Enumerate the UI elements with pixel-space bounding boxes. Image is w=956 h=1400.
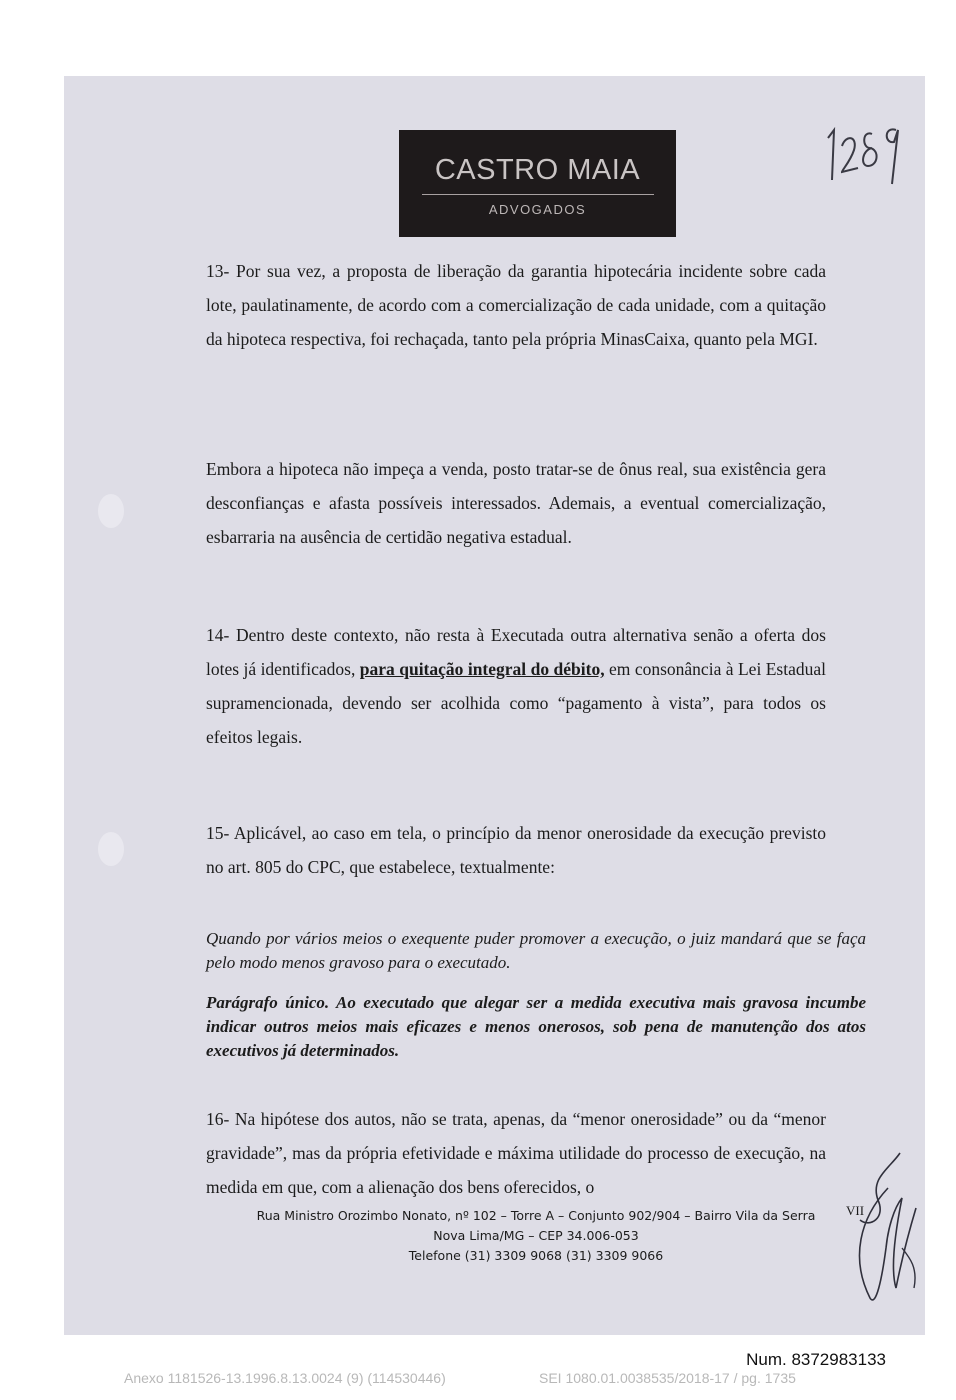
logo-subtitle: ADVOGADOS <box>488 201 587 217</box>
footer-address-line1: Rua Ministro Orozimbo Nonato, nº 102 – Torre A – Conjunto 902/904 – Bairro Vila da Serra <box>256 1208 816 1223</box>
legal-quote-paragraph: Parágrafo único. Ao executado que alegar ser a medida executiva mais gravosa incumbe indicar outros meios mais eficazes e menos onerosos, sob pena de manutenção dos atos executivos já determinados. <box>206 993 866 1060</box>
footer-address-line2: Nova Lima/MG – CEP 34.006-053 <box>433 1228 639 1243</box>
handwritten-signature <box>830 1148 930 1318</box>
paragraph-14-text-end: em consonância à Lei Estadual supramencionada, devendo ser acolhida como “pagamento à vista”, para todos os efeitos legais. <box>206 659 827 747</box>
page-marker: VII <box>846 1203 865 1218</box>
paragraph-14-emphasis: para quitação integral do débito, <box>359 659 605 679</box>
handwritten-folio-number <box>812 108 912 188</box>
scan-smudge <box>98 494 124 528</box>
paragraph-13: 13- Por sua vez, a proposta de liberação da garantia hipotecária incidente sobre cada lote, paulatinamente, de acordo com a comercialização de cada unidade, com a quitação da hipoteca respectiva, foi rechaçada, tanto pela própria MinasCaixa, quanto pela MGI. <box>206 261 826 349</box>
annex-reference: Anexo 1181526-13.1996.8.13.0024 (9) (114530446) <box>124 1370 446 1386</box>
document-number: Num. 8372983133 <box>746 1350 886 1369</box>
paragraph-16: 16- Na hipótese dos autos, não se trata, apenas, da “menor onerosidade” ou da “menor gravidade”, mas da própria efetividade e máxima utilidade do processo de execução, na medida em que, com a alienação dos bens oferecidos, o <box>206 1109 826 1197</box>
paragraph-14 <box>206 618 826 754</box>
letterhead-logo <box>399 130 676 237</box>
paragraph-13-continuation: Embora a hipoteca não impeça a venda, posto tratar-se de ônus real, sua existência gera desconfianças e afasta possíveis interessados. Ademais, a eventual comercialização, esbarraria na ausência de certidão negativa estadual. <box>206 459 826 547</box>
scan-smudge <box>98 832 124 866</box>
logo-divider <box>422 194 654 195</box>
sei-reference: SEI 1080.01.0038535/2018-17 / pg. 1735 <box>539 1370 796 1386</box>
logo-firm-name: CASTRO MAIA <box>434 153 641 186</box>
legal-quote-caput: Quando por vários meios o exequente puder promover a execução, o juiz mandará que se faça pelo modo menos gravoso para o executado. <box>206 929 866 972</box>
paragraph-15: 15- Aplicável, ao caso em tela, o princípio da menor onerosidade da execução previsto no art. 805 do CPC, que estabelece, textualmente: <box>206 823 826 877</box>
paragraph-14-text-start: 14- Dentro deste contexto, não resta à Executada outra alternativa senão a oferta dos lotes já identificados, <box>206 625 826 679</box>
footer-phone-line: Telefone (31) 3309 9068 (31) 3309 9066 <box>408 1248 664 1263</box>
